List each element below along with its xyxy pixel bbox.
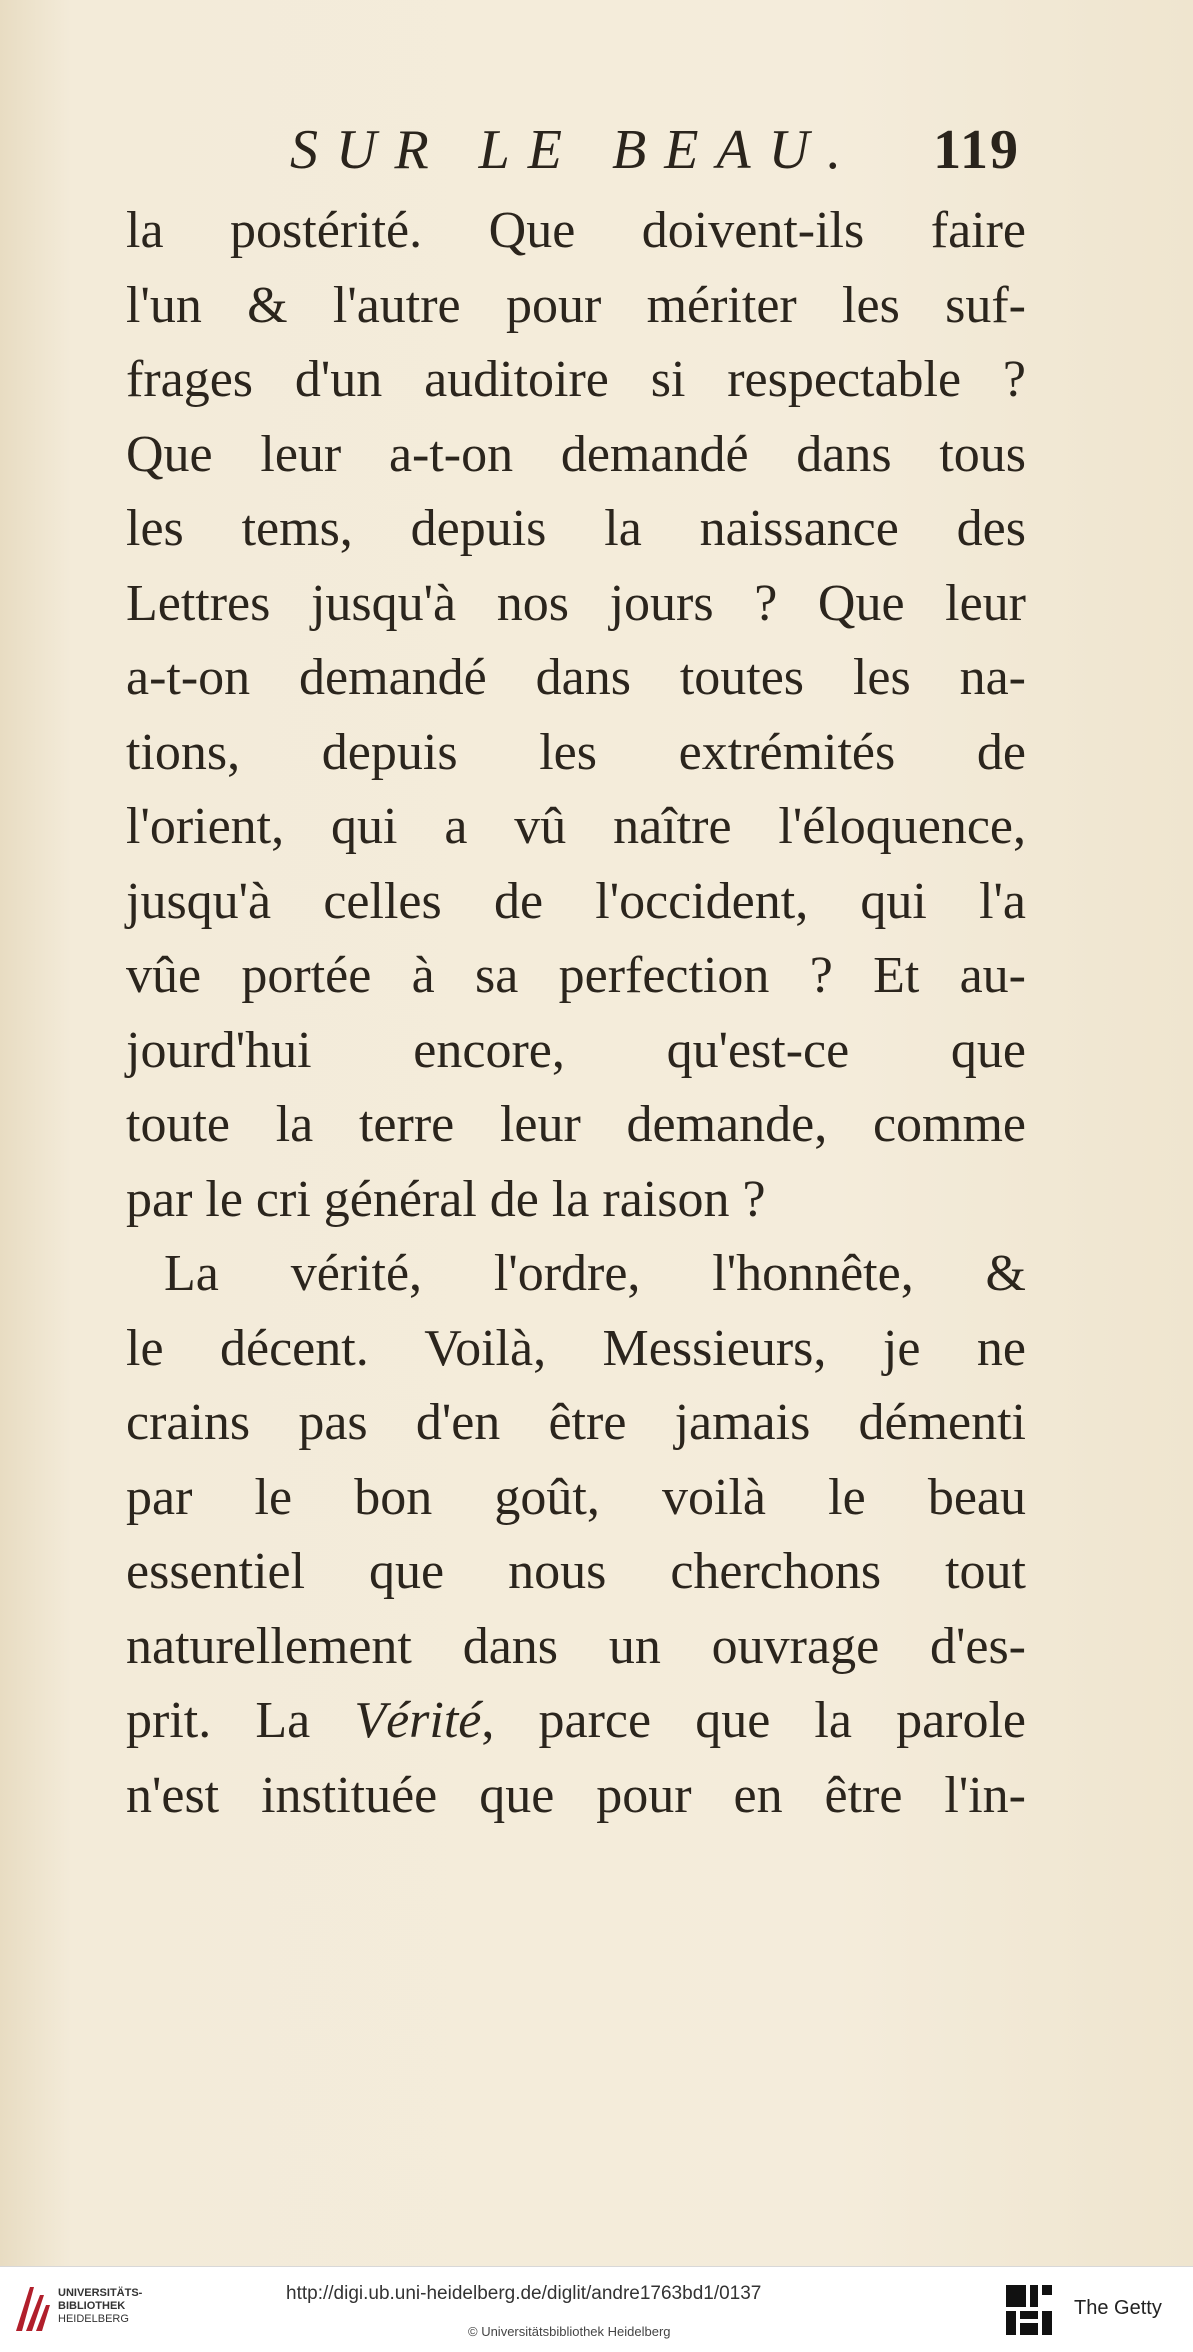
text-line: toute la terre leur demande, comme: [126, 1096, 1026, 1153]
text-line: la postérité. Que doivent-ils faire: [126, 202, 1026, 259]
text-line: La vérité, l'ordre, l'honnête, &: [164, 1245, 1026, 1302]
text-line: par le bon goût, voilà le beau: [126, 1468, 1026, 1526]
text-line: frages d'un auditoire si respectable ?: [126, 351, 1026, 408]
permalink-url[interactable]: http://digi.ub.uni-heidelberg.de/diglit/andre1763bd1/0137: [286, 2283, 762, 2304]
text-line: a-t-on demandé dans toutes les na-: [126, 649, 1026, 706]
running-head-title: SUR LE BEAU.: [290, 119, 860, 181]
text-line: tions, depuis les extrémités de: [126, 723, 1026, 781]
text-line: l'orient, qui a vû naître l'éloquence,: [126, 798, 1026, 855]
text-line: par le cri général de la raison ?: [126, 1170, 766, 1228]
page-number: 119: [933, 119, 1020, 181]
running-head: [290, 118, 1020, 181]
text-line: les tems, depuis la naissance des: [126, 500, 1026, 557]
sponsor-name: The Getty: [1074, 2297, 1162, 2319]
text-line: jourd'hui encore, qu'est-ce que: [126, 1021, 1026, 1079]
copyright-notice: © Universitätsbibliothek Heidelberg: [468, 2324, 671, 2339]
text-line: crains pas d'en être jamais démenti: [126, 1394, 1026, 1451]
italic-word: Vérité: [354, 1692, 482, 1749]
text-line: naturellement dans un ouvrage d'es-: [126, 1617, 1026, 1675]
text-line: vûe portée à sa perfection ? Et au-: [126, 947, 1026, 1004]
text-line: jusqu'à celles de l'occident, qui l'a: [126, 872, 1026, 930]
getty-logo-icon: [1004, 2283, 1054, 2337]
library-name-line: UNIVERSITÄTS-: [58, 2287, 143, 2299]
ub-heidelberg-logo-icon: [12, 2281, 52, 2337]
body-text: [126, 194, 1026, 1833]
library-name: [58, 2287, 142, 2326]
text-line: essentiel que nous cherchons tout: [126, 1543, 1026, 1600]
text-line: n'est instituée que pour en être l'in-: [126, 1766, 1026, 1824]
text-line: Lettres jusqu'à nos jours ? Que leur: [126, 574, 1026, 632]
text-run: prit. La: [126, 1692, 355, 1749]
library-city: HEIDELBERG: [58, 2313, 129, 2325]
viewer-footer: [0, 2266, 1193, 2352]
text-run: , parce que la parole: [481, 1692, 1026, 1749]
text-line: le décent. Voilà, Messieurs, je ne: [126, 1319, 1026, 1377]
text-line: Que leur a-t-on demandé dans tous: [126, 425, 1026, 483]
text-line: l'un & l'autre pour mériter les suf-: [126, 276, 1026, 334]
library-name-line: BIBLIOTHEK: [58, 2300, 126, 2312]
text-line: [126, 1684, 1026, 1759]
